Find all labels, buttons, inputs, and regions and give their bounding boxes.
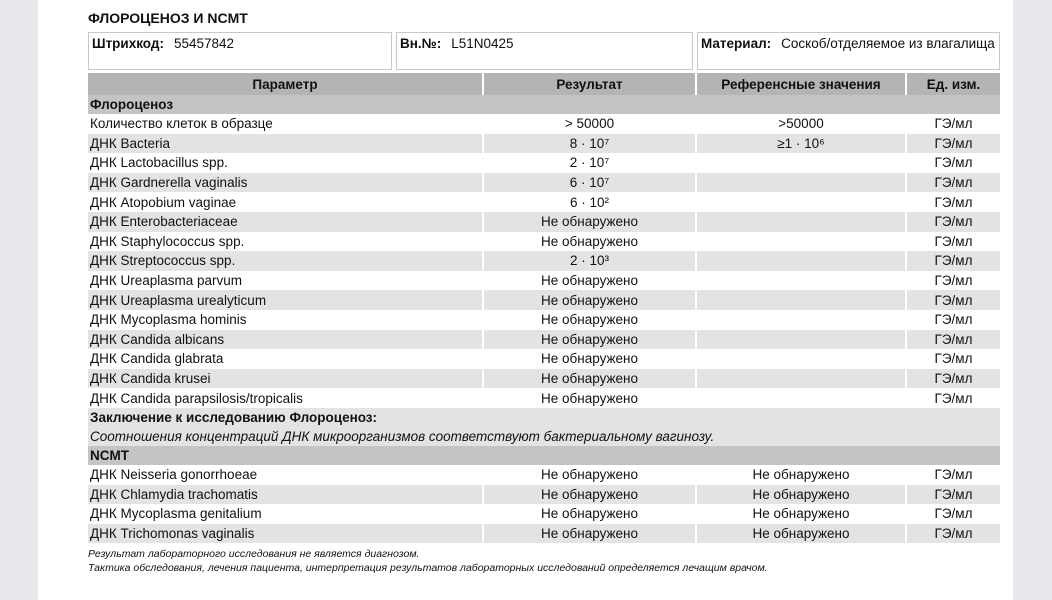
disclaimer xyxy=(88,547,1000,575)
results-table xyxy=(88,73,1000,543)
parameter-cell: ДНК Bacteria xyxy=(88,134,483,154)
column-header-unit: Ед. изм. xyxy=(906,73,1000,95)
reference-cell xyxy=(696,310,906,330)
parameter-cell: ДНК Enterobacteriaceae xyxy=(88,212,483,232)
reference-cell xyxy=(696,153,906,173)
table-header xyxy=(88,73,1000,95)
result-cell: Не обнаружено xyxy=(483,349,696,369)
parameter-cell: ДНК Ureaplasma parvum xyxy=(90,273,243,289)
result-cell: Не обнаружено xyxy=(483,271,696,291)
parameter-cell: ДНК Mycoplasma hominis xyxy=(90,312,247,328)
reference-cell: ≥1 · 10⁶ xyxy=(696,134,906,154)
result-cell: > 50000 xyxy=(483,114,696,134)
barcode-label: Штрихкод: xyxy=(92,36,164,51)
parameter-cell: ДНК Gardnerella vaginalis xyxy=(88,173,483,193)
reference-cell: Не обнаружено xyxy=(696,524,906,544)
result-cell: Не обнаружено xyxy=(483,485,696,505)
section-header-ncmt xyxy=(88,446,1000,465)
reference-cell xyxy=(696,388,906,408)
unit-cell: ГЭ/мл xyxy=(906,251,1000,271)
barcode-field xyxy=(88,32,392,70)
ext-number-field xyxy=(396,32,693,70)
reference-cell: Не обнаружено xyxy=(696,465,906,485)
table-row xyxy=(88,465,1000,485)
parameter-cell: ДНК Candida albicans xyxy=(88,330,483,350)
column-header-result: Результат xyxy=(483,73,696,95)
unit-cell: ГЭ/мл xyxy=(906,524,1000,544)
unit-cell: ГЭ/мл xyxy=(906,114,1000,134)
unit-cell: ГЭ/мл xyxy=(906,310,1000,330)
column-header-reference: Референсные значения xyxy=(696,73,906,95)
unit-cell: ГЭ/мл xyxy=(906,212,1000,232)
material-value: Соскоб/отделяемое из влагалища xyxy=(781,36,995,51)
result-cell: 8 · 10⁷ xyxy=(483,134,696,154)
reference-cell xyxy=(696,232,906,252)
disclaimer-line: Результат лабораторного исследования не является диагнозом. xyxy=(88,548,420,561)
table-row xyxy=(88,369,1000,389)
parameter-cell: ДНК Chlamydia trachomatis xyxy=(88,485,483,505)
conclusion-body xyxy=(88,408,1000,465)
section-header-florocenosis xyxy=(88,95,1000,114)
parameter-cell: ДНК Mycoplasma genitalium xyxy=(90,506,262,522)
ext-number-label: Вн.№: xyxy=(400,36,442,51)
reference-cell: Не обнаружено xyxy=(696,504,906,524)
parameter-cell: ДНК Lactobacillus spp. xyxy=(90,155,228,171)
unit-cell: ГЭ/мл xyxy=(906,349,1000,369)
unit-cell: ГЭ/мл xyxy=(906,271,1000,291)
reference-cell: >50000 xyxy=(696,114,906,134)
unit-cell: ГЭ/мл xyxy=(906,134,1000,154)
table-row xyxy=(88,212,1000,232)
results-body xyxy=(88,95,1000,408)
reference-cell xyxy=(696,173,906,193)
result-cell: Не обнаружено xyxy=(483,504,696,524)
unit-cell: ГЭ/мл xyxy=(906,504,1000,524)
conclusion-text: Соотношения концентраций ДНК микроорганизмов соответствуют бактериальному вагинозу. xyxy=(90,428,715,444)
reference-cell xyxy=(696,192,906,212)
reference-cell xyxy=(696,212,906,232)
table-row xyxy=(88,192,1000,212)
reference-cell xyxy=(696,369,906,389)
reference-cell xyxy=(696,330,906,350)
unit-cell: ГЭ/мл xyxy=(906,330,1000,350)
result-cell: Не обнаружено xyxy=(483,465,696,485)
unit-cell: ГЭ/мл xyxy=(906,369,1000,389)
conclusion-row xyxy=(88,408,1000,446)
reference-cell xyxy=(696,251,906,271)
result-cell: Не обнаружено xyxy=(483,330,696,350)
parameter-cell: ДНК Candida glabrata xyxy=(90,351,224,367)
unit-cell: ГЭ/мл xyxy=(906,173,1000,193)
table-row xyxy=(88,388,1000,408)
table-row xyxy=(88,524,1000,544)
section-title: Флороценоз xyxy=(88,95,1000,114)
result-cell: Не обнаружено xyxy=(483,524,696,544)
parameter-cell: ДНК Streptococcus spp. xyxy=(88,251,483,271)
result-cell: 2 · 10³ xyxy=(483,251,696,271)
section-title: NCMT xyxy=(88,446,1000,465)
reference-cell: Не обнаружено xyxy=(696,485,906,505)
unit-cell: ГЭ/мл xyxy=(906,232,1000,252)
table-row xyxy=(88,134,1000,154)
ncmt-body xyxy=(88,465,1000,543)
barcode-value: 55457842 xyxy=(173,36,235,51)
report-page xyxy=(38,0,1013,600)
unit-cell: ГЭ/мл xyxy=(906,153,1000,173)
result-cell: Не обнаружено xyxy=(483,310,696,330)
unit-cell: ГЭ/мл xyxy=(906,388,1000,408)
unit-cell: ГЭ/мл xyxy=(906,485,1000,505)
sample-info xyxy=(88,32,1000,70)
result-cell: Не обнаружено xyxy=(483,388,696,408)
result-cell: 2 · 10⁷ xyxy=(483,153,696,173)
table-row xyxy=(88,114,1000,134)
result-cell: 6 · 10² xyxy=(483,192,696,212)
parameter-cell: ДНК Candida parapsilosis/tropicalis xyxy=(90,390,303,406)
column-header-parameter: Параметр xyxy=(88,73,483,95)
table-row xyxy=(88,251,1000,271)
unit-cell: ГЭ/мл xyxy=(906,465,1000,485)
table-row xyxy=(88,504,1000,524)
parameter-cell: ДНК Candida krusei xyxy=(88,369,483,389)
parameter-cell: ДНК Staphylococcus spp. xyxy=(90,233,245,249)
table-row xyxy=(88,173,1000,193)
material-label: Материал: xyxy=(701,36,772,51)
parameter-cell: Количество клеток в образце xyxy=(90,116,273,132)
table-row xyxy=(88,330,1000,350)
table-row xyxy=(88,290,1000,310)
result-cell: Не обнаружено xyxy=(483,212,696,232)
conclusion-cell xyxy=(88,408,1000,446)
table-row xyxy=(88,349,1000,369)
disclaimer-line: Тактика обследования, лечения пациента, интерпретация результатов лабораторных исследований определяется лечащим врачом. xyxy=(88,562,768,575)
result-cell: Не обнаружено xyxy=(483,232,696,252)
unit-cell: ГЭ/мл xyxy=(906,192,1000,212)
conclusion-title: Заключение к исследованию Флороценоз: xyxy=(90,409,378,425)
report-title: ФЛОРОЦЕНОЗ И NCMT xyxy=(88,10,248,26)
ext-number-value: L51N0425 xyxy=(451,36,514,51)
result-cell: Не обнаружено xyxy=(483,290,696,310)
parameter-cell: ДНК Trichomonas vaginalis xyxy=(88,524,483,544)
table-row xyxy=(88,232,1000,252)
table-row xyxy=(88,153,1000,173)
table-row xyxy=(88,271,1000,291)
reference-cell xyxy=(696,271,906,291)
parameter-cell: ДНК Neisseria gonorrhoeae xyxy=(90,467,258,483)
reference-cell xyxy=(696,349,906,369)
table-row xyxy=(88,310,1000,330)
material-field xyxy=(697,32,1000,70)
result-cell: Не обнаружено xyxy=(483,369,696,389)
result-cell: 6 · 10⁷ xyxy=(483,173,696,193)
parameter-cell: ДНК Atopobium vaginae xyxy=(90,194,237,210)
report-document xyxy=(88,8,1000,575)
unit-cell: ГЭ/мл xyxy=(906,290,1000,310)
reference-cell xyxy=(696,290,906,310)
parameter-cell: ДНК Ureaplasma urealyticum xyxy=(88,290,483,310)
table-row xyxy=(88,485,1000,505)
